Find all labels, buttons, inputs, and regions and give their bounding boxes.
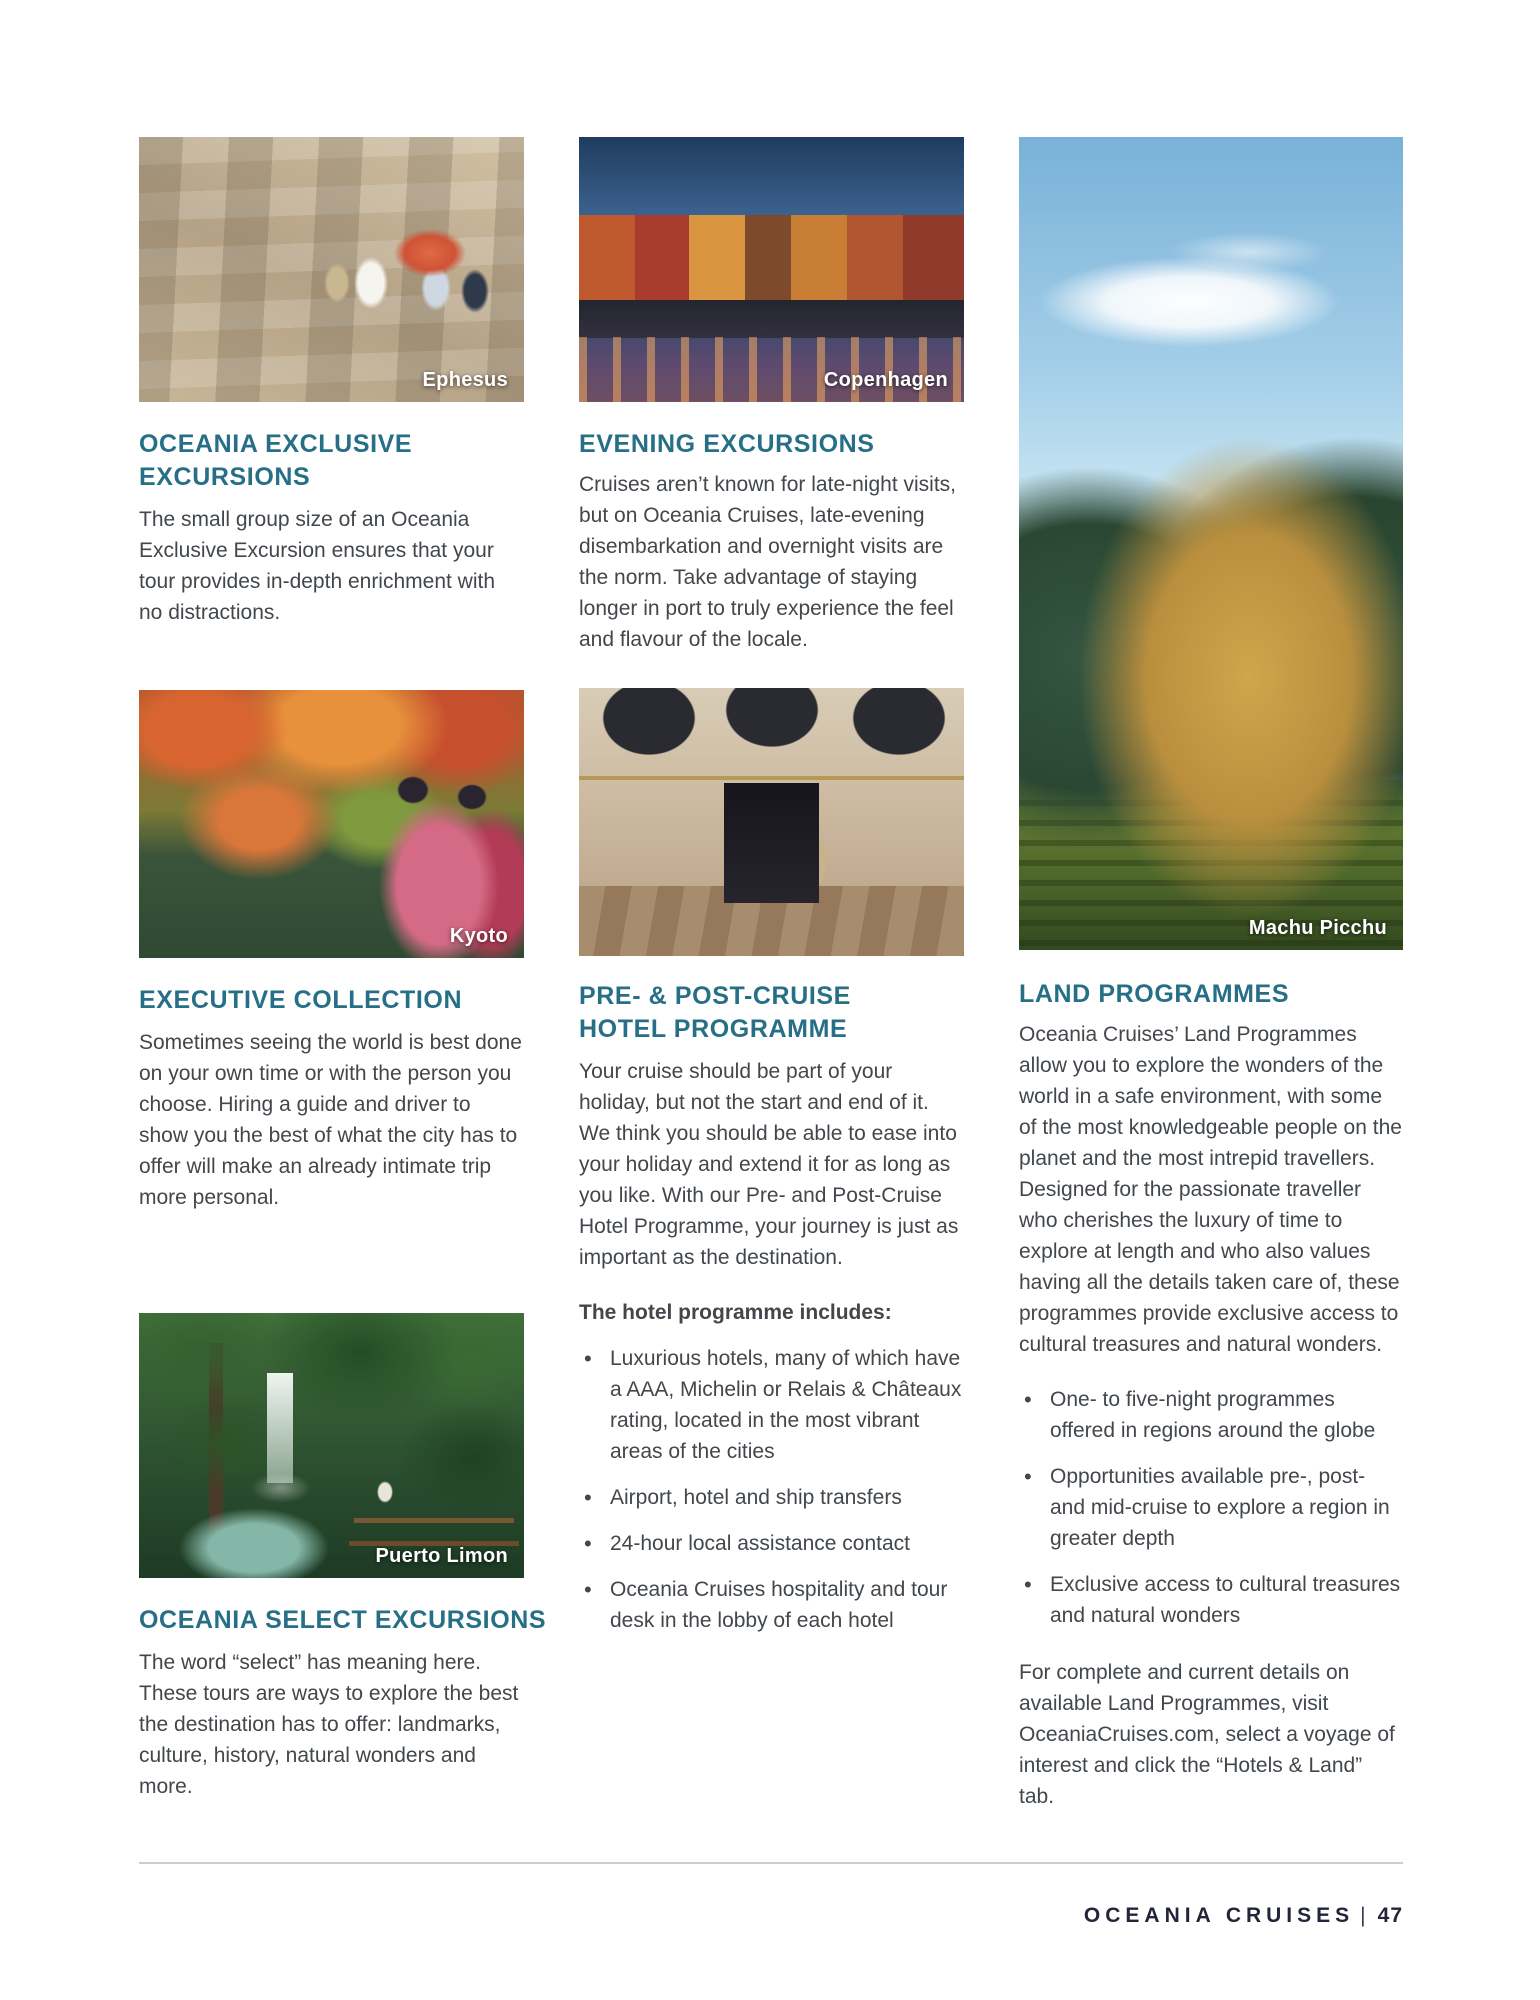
hotel-entrance-photo xyxy=(579,688,964,956)
hotel-includes-label: The hotel programme includes: xyxy=(579,1301,892,1324)
photo-caption: Copenhagen xyxy=(823,369,948,391)
column-left xyxy=(139,137,547,1802)
bullet-item: • Exclusive access to cultural treasures and natural wonders xyxy=(1019,1569,1403,1631)
section-body: Cruises aren’t known for late-night visits, but on Oceania Cruises, late-evening disembarkation and overnight visits are the norm. Take advantage of staying longer in port to truly experience the feel and flavour of the locale. xyxy=(579,473,956,651)
ephesus-photo xyxy=(139,137,524,402)
footer-page-number: 47 xyxy=(1377,1904,1403,1927)
bullet-item: • Opportunities available pre-, post- and mid-cruise to explore a region in greater depth xyxy=(1019,1461,1403,1554)
bullet-item: • One- to five-night programmes offered in regions around the globe xyxy=(1019,1384,1403,1446)
bullet-item: • Oceania Cruises hospitality and tour desk in the lobby of each hotel xyxy=(579,1574,964,1636)
section-body: Your cruise should be part of your holiday, but not the start and end of it. We think you should be able to ease into your holiday and extend it for as long as you like. With our Pre- and Post-Cruise Hotel Programme, your journey is just as important as the destination. xyxy=(579,1060,959,1269)
section-heading-executive-collection: EXECUTIVE COLLECTION xyxy=(139,986,463,1014)
copenhagen-photo xyxy=(579,137,964,402)
column-middle xyxy=(579,137,964,1636)
section-body: The small group size of an Oceania Exclusive Excursion ensures that your tour provides in-depth enrichment with no distractions. xyxy=(139,508,496,624)
section-body: The word “select” has meaning here. These tours are ways to explore the best the destination has to offer: landmarks, culture, history, natural wonders and more. xyxy=(139,1651,519,1798)
kyoto-photo xyxy=(139,690,524,958)
land-programmes-note: For complete and current details on available Land Programmes, visit OceaniaCruises.com, select a voyage of interest and click the “Hotels & Land” tab. xyxy=(1019,1661,1395,1808)
photo-caption: Kyoto xyxy=(449,925,508,947)
footer xyxy=(1084,1904,1403,1928)
photo-caption: Ephesus xyxy=(422,369,508,391)
photo-caption: Puerto Limon xyxy=(375,1545,508,1567)
puerto-limon-photo xyxy=(139,1313,524,1578)
section-heading-oceania-select-excursions: OCEANIA SELECT EXCURSIONS xyxy=(139,1606,547,1634)
section-heading-pre-post-cruise-hotel-programme: PRE- & POST-CRUISE HOTEL PROGRAMME xyxy=(579,982,851,1043)
section-body: Oceania Cruises’ Land Programmes allow you to explore the wonders of the world in a safe environment, with some of the most knowledgeable people on the planet and the most intrepid travellers. Designed for the passionate traveller who cherishes the luxury of time to explore at length and who also values having all the details taken care of, these programmes provide exclusive access to cultural treasures and natural wonders. xyxy=(1019,1023,1402,1356)
section-heading-land-programmes: LAND PROGRAMMES xyxy=(1019,980,1290,1008)
footer-divider: | xyxy=(1360,1904,1366,1927)
column-right xyxy=(1019,137,1403,1812)
bullet-item: • 24-hour local assistance contact xyxy=(579,1528,964,1559)
footer-brand: OCEANIA CRUISES xyxy=(1083,1904,1355,1927)
land-programmes-list xyxy=(1019,1384,1403,1631)
photo-caption: Machu Picchu xyxy=(1248,917,1387,939)
section-heading-evening-excursions: EVENING EXCURSIONS xyxy=(579,430,875,458)
machu-picchu-photo xyxy=(1019,137,1403,950)
section-body: Sometimes seeing the world is best done on your own time or with the person you choose. Hiring a guide and driver to show you the best of what the city has to offer will make an already intimate trip more personal. xyxy=(139,1031,522,1209)
footer-rule xyxy=(139,1862,1403,1864)
section-heading-oceania-exclusive-excursions: OCEANIA EXCLUSIVE EXCURSIONS xyxy=(139,430,413,491)
bullet-item: • Luxurious hotels, many of which have a AAA, Michelin or Relais & Châteaux rating, located in the most vibrant areas of the cities xyxy=(579,1343,964,1467)
hotel-includes-list xyxy=(579,1343,964,1636)
bullet-item: • Airport, hotel and ship transfers xyxy=(579,1482,964,1513)
